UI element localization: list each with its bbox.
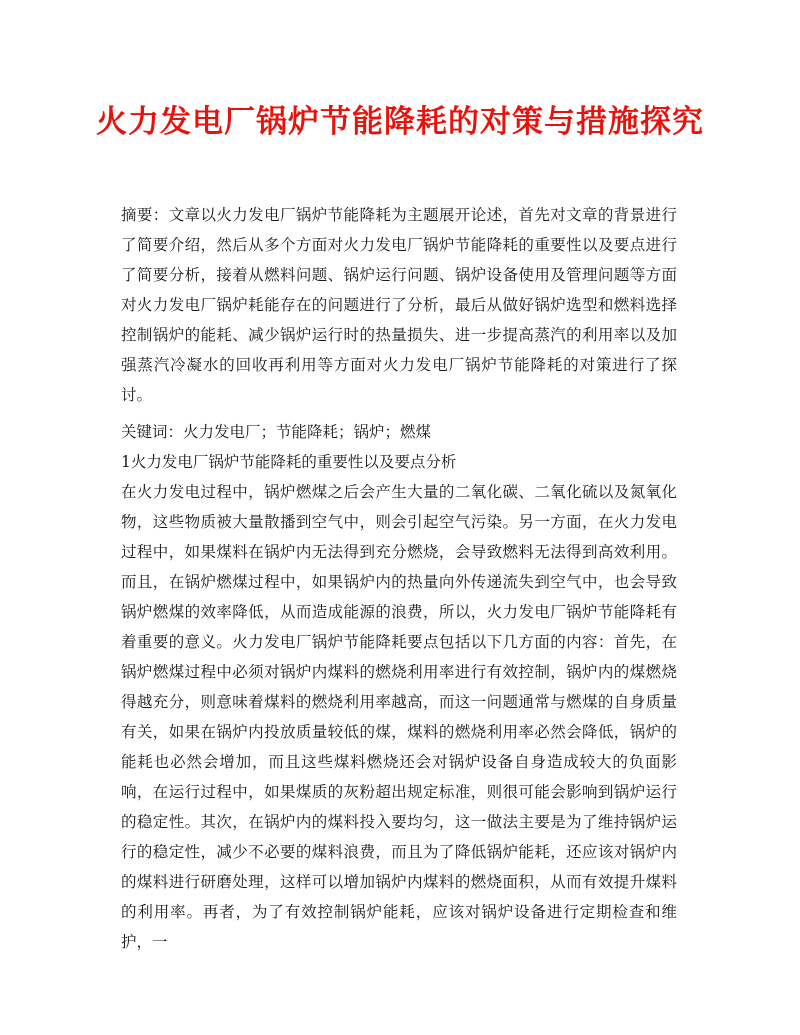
document-title: 火力发电厂锅炉节能降耗的对策与措施探究 — [96, 104, 704, 140]
section-paragraph: 在火力发电过程中，锅炉燃煤之后会产生大量的二氧化碳、二氧化硫以及氮氧化物，这些物质被大量散播到空气中，则会引起空气污染。另一方面，在火力发电过程中，如果煤料在锅炉内无法得到充分燃烧，会导致燃料无法得到高效利用。而且，在锅炉燃煤过程中，如果锅炉内的热量向外传递流失到空气中，也会导致锅炉燃煤的效率降低，从而造成能源的浪费，所以，火力发电厂锅炉节能降耗有着重要的意义。火力发电厂锅炉节能降耗要点包括以下几方面的内容：首先，在锅炉燃煤过程中必须对锅炉内煤料的燃烧利用率进行有效控制，锅炉内的煤燃烧得越充分，则意味着煤料的燃烧利用率越高，而这一问题通常与燃煤的自身质量有关，如果在锅炉内投放质量较低的煤，煤料的燃烧利用率必然会降低，锅炉的能耗也必然会增加，而且这些煤料燃烧还会对锅炉设备自身造成较大的负面影响，在运行过程中，如果煤质的灰粉超出规定标准，则很可能会影响到锅炉运行的稳定性。其次，在锅炉内的煤料投入要均匀，这一做法主要是为了维持锅炉运行的稳定性，减少不必要的煤料浪费，而且为了降低锅炉能耗，还应该对锅炉内的煤料进行研磨处理，这样可以增加锅炉内煤料的燃烧面积，从而有效提升煤料的利用率。再者，为了有效控制锅炉能耗，应该对锅炉设备进行定期检查和维护，一 — [121, 483, 677, 951]
section-heading: 1火力发电厂锅炉节能降耗的重要性以及要点分析 — [121, 453, 457, 471]
keywords-line: 关键词：火力发电厂；节能降耗；锅炉；燃煤 — [121, 423, 432, 441]
abstract-paragraph: 摘要：文章以火力发电厂锅炉节能降耗为主题展开论述，首先对文章的背景进行了简要介绍，然后从多个方面对火力发电厂锅炉节能降耗的重要性以及要点进行了简要分析，接着从燃料问题、锅炉运行问题、锅炉设备使用及管理问题等方面对火力发电厂锅炉耗能存在的问题进行了分析，最后从做好锅炉选型和燃料选择控制锅炉的能耗、减少锅炉运行时的热量损失、进一步提高蒸汽的利用率以及加强蒸汽冷凝水的回收再利用等方面对火力发电厂锅炉节能降耗的对策进行了探讨。 — [121, 206, 677, 404]
